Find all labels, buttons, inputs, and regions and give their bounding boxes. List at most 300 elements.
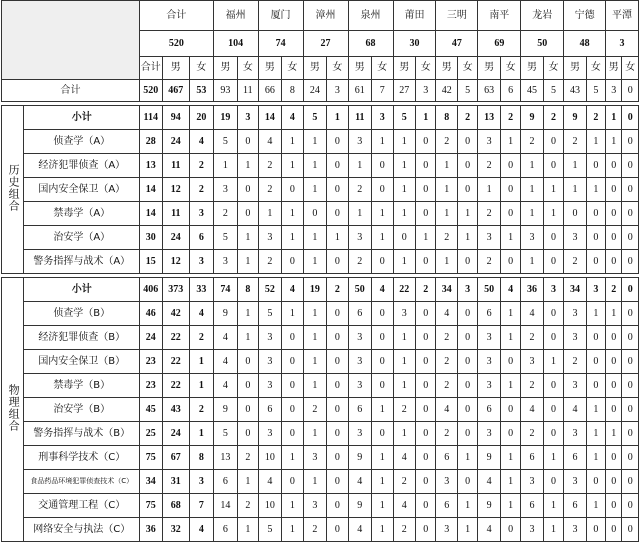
value-city-male: 4: [521, 302, 543, 326]
value-female: 3: [190, 470, 214, 494]
value-city-male: 1: [393, 350, 415, 374]
value-male: 22: [162, 350, 190, 374]
value-city-male: 6: [564, 494, 586, 518]
city-header: 福州: [213, 1, 258, 31]
value-male: 31: [162, 470, 190, 494]
value-city-female: 0: [238, 130, 258, 154]
value-city-female: 0: [622, 154, 639, 178]
value-city-male: 4: [478, 470, 500, 494]
value-city-male: 4: [521, 398, 543, 422]
table-row: [2, 422, 639, 446]
value-city-male: 1: [606, 106, 622, 130]
value-total: 75: [140, 494, 162, 518]
value-city-male: 27: [393, 80, 415, 102]
value-city-male: 2: [436, 130, 457, 154]
value-city-male: 61: [348, 80, 372, 102]
value-city-male: 43: [564, 80, 586, 102]
value-city-female: 0: [327, 518, 348, 542]
value-city-male: 6: [521, 446, 543, 470]
value-city-female: 0: [622, 518, 639, 542]
value-city-male: 3: [348, 130, 372, 154]
female-label: 女: [500, 57, 520, 80]
value-city-female: 0: [327, 202, 348, 226]
value-city-female: 0: [622, 202, 639, 226]
city-header: 南平: [478, 1, 521, 31]
value-city-female: 1: [500, 302, 520, 326]
value-city-male: 4: [478, 518, 500, 542]
value-city-male: 5: [213, 422, 238, 446]
table-row: [2, 350, 639, 374]
value-city-female: 11: [238, 80, 258, 102]
value-city-male: 74: [213, 278, 238, 302]
value-city-male: 3: [258, 422, 282, 446]
value-total: 13: [140, 154, 162, 178]
major-label: 食品药品环境犯罪侦查技术（C）: [24, 470, 140, 494]
male-label: 男: [393, 57, 415, 80]
value-city-female: 0: [457, 250, 477, 274]
value-city-female: 1: [238, 302, 258, 326]
value-city-male: 3: [478, 422, 500, 446]
header-corner: [2, 1, 140, 80]
value-city-male: 1: [393, 250, 415, 274]
value-city-female: 0: [457, 326, 477, 350]
table-row: [2, 494, 639, 518]
male-label: 男: [348, 57, 372, 80]
value-city-male: 1: [258, 202, 282, 226]
value-city-male: 3: [348, 226, 372, 250]
value-city-male: 0: [606, 326, 622, 350]
value-city-female: 0: [622, 470, 639, 494]
value-city-female: 0: [372, 422, 393, 446]
value-city-female: 0: [327, 494, 348, 518]
value-city-male: 1: [521, 154, 543, 178]
subtotal-label: 小计: [24, 278, 140, 302]
value-city-male: 34: [564, 278, 586, 302]
value-city-female: 0: [622, 302, 639, 326]
value-city-male: 9: [213, 302, 238, 326]
major-label: 交通管理工程（C）: [24, 494, 140, 518]
city-header: 漳州: [303, 1, 348, 31]
value-city-female: 0: [500, 154, 520, 178]
value-city-male: 3: [564, 422, 586, 446]
value-city-male: 3: [521, 470, 543, 494]
value-city-female: 1: [500, 374, 520, 398]
value-city-male: 50: [348, 278, 372, 302]
value-city-female: 0: [416, 154, 436, 178]
header-row-cities: [2, 1, 639, 31]
group-label: 物理组合: [7, 384, 21, 432]
value-city-male: 3: [564, 518, 586, 542]
value-city-male: 6: [478, 398, 500, 422]
female-label: 女: [238, 57, 258, 80]
value-city-male: 2: [258, 178, 282, 202]
value-city-male: 2: [258, 154, 282, 178]
city-header: 莆田: [393, 1, 436, 31]
value-male: 11: [162, 202, 190, 226]
value-city-male: 1: [436, 154, 457, 178]
value-total: 23: [140, 374, 162, 398]
value-city-male: 1: [436, 250, 457, 274]
value-city-male: 2: [393, 470, 415, 494]
value-city-male: 1: [436, 178, 457, 202]
value-city-female: 1: [282, 154, 303, 178]
value-city-male: 13: [213, 446, 238, 470]
value-city-female: 1: [543, 350, 563, 374]
value-city-female: 0: [457, 422, 477, 446]
value-city-male: 93: [213, 80, 238, 102]
value-city-female: 0: [543, 470, 563, 494]
value-city-female: 1: [372, 494, 393, 518]
value-city-female: 0: [543, 154, 563, 178]
value-city-male: 3: [436, 470, 457, 494]
female-label: 女: [543, 57, 563, 80]
value-city-female: 1: [500, 494, 520, 518]
female-label: 女: [282, 57, 303, 80]
value-city-male: 3: [348, 422, 372, 446]
value-city-female: 0: [327, 130, 348, 154]
value-city-female: 0: [543, 398, 563, 422]
male-label: 男: [258, 57, 282, 80]
value-male: 24: [162, 130, 190, 154]
value-city-male: 3: [606, 80, 622, 102]
value-city-male: 1: [606, 302, 622, 326]
value-city-male: 0: [606, 494, 622, 518]
value-city-male: 3: [258, 350, 282, 374]
value-city-male: 1: [393, 130, 415, 154]
value-city-female: 0: [372, 178, 393, 202]
value-city-female: 1: [372, 446, 393, 470]
value-city-female: 1: [586, 494, 605, 518]
value-city-female: 1: [586, 422, 605, 446]
major-label: 治安学（B）: [24, 398, 140, 422]
value-city-male: 3: [478, 130, 500, 154]
value-female: 2: [190, 326, 214, 350]
value-city-female: 0: [416, 374, 436, 398]
value-city-female: 0: [500, 422, 520, 446]
value-city-female: 1: [500, 326, 520, 350]
value-city-female: 0: [586, 350, 605, 374]
city-total: 74: [258, 31, 303, 57]
value-city-female: 1: [282, 494, 303, 518]
value-city-male: 1: [303, 226, 327, 250]
city-total: 69: [478, 31, 521, 57]
value-city-male: 6: [348, 398, 372, 422]
value-city-female: 0: [586, 202, 605, 226]
table-row: [2, 130, 639, 154]
sub-female-label: 女: [190, 57, 214, 80]
value-city-female: 4: [282, 106, 303, 130]
value-city-female: 0: [500, 178, 520, 202]
table-row: [2, 154, 639, 178]
value-city-female: 0: [622, 446, 639, 470]
table-row: [2, 470, 639, 494]
value-city-female: 0: [372, 250, 393, 274]
value-city-male: 0: [606, 154, 622, 178]
value-city-male: 5: [258, 518, 282, 542]
value-city-male: 11: [348, 106, 372, 130]
value-city-male: 6: [564, 446, 586, 470]
value-city-male: 0: [606, 398, 622, 422]
value-city-female: 0: [238, 422, 258, 446]
value-city-female: 1: [372, 470, 393, 494]
value-city-female: 1: [282, 302, 303, 326]
value-city-male: 9: [348, 446, 372, 470]
value-city-female: 1: [457, 202, 477, 226]
value-city-female: 1: [543, 518, 563, 542]
value-city-male: 0: [606, 350, 622, 374]
value-female: 3: [190, 250, 214, 274]
value-city-female: 1: [238, 154, 258, 178]
value-city-male: 1: [393, 374, 415, 398]
value-city-female: 0: [457, 374, 477, 398]
value-city-male: 1: [303, 374, 327, 398]
value-city-male: 0: [606, 518, 622, 542]
value-city-male: 0: [606, 250, 622, 274]
value-city-female: 0: [543, 326, 563, 350]
value-female: 20: [190, 106, 214, 130]
value-city-male: 45: [521, 80, 543, 102]
value-city-female: 2: [500, 106, 520, 130]
value-city-male: 4: [436, 398, 457, 422]
value-city-female: 1: [457, 446, 477, 470]
value-city-female: 0: [543, 422, 563, 446]
value-city-female: 0: [457, 154, 477, 178]
value-city-male: 8: [436, 106, 457, 130]
major-label: 治安学（A）: [24, 226, 140, 250]
value-city-male: 3: [348, 350, 372, 374]
value-city-male: 50: [478, 278, 500, 302]
value-city-female: 0: [327, 350, 348, 374]
city-header: 泉州: [348, 1, 393, 31]
value-female: 1: [190, 374, 214, 398]
value-city-male: 36: [521, 278, 543, 302]
value-city-female: 1: [543, 178, 563, 202]
value-city-female: 0: [238, 398, 258, 422]
value-city-male: 1: [393, 326, 415, 350]
value-total: 114: [140, 106, 162, 130]
value-city-male: 1: [393, 422, 415, 446]
value-city-female: 0: [500, 250, 520, 274]
value-city-male: 4: [213, 326, 238, 350]
value-city-male: 0: [303, 202, 327, 226]
value-city-female: 0: [282, 422, 303, 446]
major-label: 警务指挥与战术（B）: [24, 422, 140, 446]
value-male: 24: [162, 422, 190, 446]
value-city-male: 2: [478, 154, 500, 178]
value-city-male: 2: [393, 398, 415, 422]
value-city-female: 1: [586, 302, 605, 326]
male-label: 男: [303, 57, 327, 80]
city-header: 厦门: [258, 1, 303, 31]
value-city-female: 8: [282, 80, 303, 102]
value-city-female: 0: [500, 398, 520, 422]
value-city-female: 0: [238, 178, 258, 202]
value-city-female: 1: [500, 446, 520, 470]
value-city-male: 3: [213, 178, 238, 202]
value-city-male: 10: [258, 494, 282, 518]
value-female: 2: [190, 154, 214, 178]
value-city-female: 4: [282, 278, 303, 302]
city-header: 宁德: [564, 1, 606, 31]
value-city-female: 0: [327, 470, 348, 494]
value-city-female: 0: [500, 350, 520, 374]
value-city-female: 1: [238, 518, 258, 542]
value-city-female: 2: [586, 106, 605, 130]
female-label: 女: [586, 57, 605, 80]
value-city-female: 0: [500, 202, 520, 226]
value-city-male: 3: [478, 350, 500, 374]
value-city-female: 0: [622, 494, 639, 518]
value-total: 14: [140, 202, 162, 226]
value-city-female: 3: [372, 106, 393, 130]
value-city-female: 1: [500, 226, 520, 250]
value-city-female: 0: [622, 250, 639, 274]
value-city-female: 0: [282, 250, 303, 274]
value-city-male: 3: [436, 518, 457, 542]
value-city-male: 2: [303, 518, 327, 542]
value-city-male: 2: [348, 250, 372, 274]
value-city-male: 2: [478, 202, 500, 226]
value-city-male: 1: [564, 154, 586, 178]
value-city-male: 6: [213, 518, 238, 542]
enrollment-plan-table: [1, 0, 639, 542]
value-city-female: 0: [586, 250, 605, 274]
value-city-female: 0: [416, 518, 436, 542]
major-label: 禁毒学（A）: [24, 202, 140, 226]
value-city-male: 2: [436, 326, 457, 350]
value-city-female: 0: [372, 374, 393, 398]
value-city-female: 0: [327, 398, 348, 422]
value-city-male: 6: [213, 470, 238, 494]
value-city-female: 2: [327, 278, 348, 302]
value-city-male: 22: [393, 278, 415, 302]
header-total-value: 520: [140, 31, 214, 57]
value-city-male: 1: [303, 302, 327, 326]
value-city-female: 0: [282, 374, 303, 398]
value-total: 25: [140, 422, 162, 446]
value-city-male: 3: [258, 374, 282, 398]
value-city-female: 1: [416, 226, 436, 250]
value-city-male: 0: [606, 446, 622, 470]
value-female: 7: [190, 494, 214, 518]
value-city-female: 0: [622, 374, 639, 398]
city-header: 平潭: [606, 1, 639, 31]
value-city-male: 13: [478, 106, 500, 130]
value-male: 11: [162, 154, 190, 178]
table-row: [2, 106, 639, 130]
major-label: 国内安全保卫（B）: [24, 350, 140, 374]
value-city-female: 1: [327, 226, 348, 250]
value-city-female: 0: [282, 178, 303, 202]
value-city-male: 1: [213, 154, 238, 178]
city-header: 三明: [436, 1, 478, 31]
value-city-female: 1: [282, 226, 303, 250]
value-city-female: 8: [238, 278, 258, 302]
value-city-male: 42: [436, 80, 457, 102]
value-male: 94: [162, 106, 190, 130]
value-male: 68: [162, 494, 190, 518]
value-city-female: 1: [282, 446, 303, 470]
value-city-male: 1: [521, 178, 543, 202]
value-city-female: 4: [500, 278, 520, 302]
value-city-female: 0: [622, 130, 639, 154]
value-city-male: 5: [303, 106, 327, 130]
value-city-female: 1: [372, 130, 393, 154]
value-city-female: 0: [586, 226, 605, 250]
value-female: 53: [190, 80, 214, 102]
value-female: 8: [190, 446, 214, 470]
value-male: 67: [162, 446, 190, 470]
value-city-male: 0: [606, 374, 622, 398]
value-city-male: 1: [393, 154, 415, 178]
table-row: [2, 518, 639, 542]
value-city-male: 4: [393, 494, 415, 518]
value-city-male: 2: [564, 250, 586, 274]
value-city-female: 0: [282, 350, 303, 374]
value-city-male: 1: [348, 154, 372, 178]
city-total: 27: [303, 31, 348, 57]
value-city-male: 2: [348, 178, 372, 202]
value-city-male: 0: [606, 202, 622, 226]
value-city-female: 0: [543, 226, 563, 250]
value-city-male: 5: [258, 302, 282, 326]
male-label: 男: [478, 57, 500, 80]
value-city-female: 0: [457, 178, 477, 202]
value-city-female: 3: [327, 80, 348, 102]
value-city-female: 0: [622, 422, 639, 446]
value-city-female: 7: [372, 80, 393, 102]
subtotal-label: 小计: [24, 106, 140, 130]
city-total: 68: [348, 31, 393, 57]
value-city-female: 2: [457, 106, 477, 130]
value-male: 32: [162, 518, 190, 542]
value-female: 2: [190, 398, 214, 422]
value-city-male: 3: [258, 226, 282, 250]
female-label: 女: [457, 57, 477, 80]
value-city-female: 1: [372, 518, 393, 542]
value-city-female: 0: [586, 154, 605, 178]
value-city-male: 52: [258, 278, 282, 302]
value-city-male: 2: [606, 278, 622, 302]
value-city-female: 1: [282, 202, 303, 226]
value-city-female: 0: [327, 326, 348, 350]
table-row: [2, 398, 639, 422]
value-city-female: 0: [543, 302, 563, 326]
value-city-female: 0: [457, 302, 477, 326]
table-row: [2, 250, 639, 274]
value-city-female: 0: [416, 446, 436, 470]
value-total: 36: [140, 518, 162, 542]
header-total-label: 合计: [140, 1, 214, 31]
value-total: 30: [140, 226, 162, 250]
value-city-male: 2: [258, 250, 282, 274]
value-city-female: 3: [238, 106, 258, 130]
major-label: 网络安全与执法（C）: [24, 518, 140, 542]
value-city-male: 6: [348, 302, 372, 326]
value-city-male: 1: [564, 178, 586, 202]
value-city-female: 0: [500, 518, 520, 542]
value-city-male: 2: [521, 130, 543, 154]
value-female: 4: [190, 130, 214, 154]
major-label: 侦查学（B）: [24, 302, 140, 326]
city-total: 3: [606, 31, 639, 57]
value-city-male: 19: [213, 106, 238, 130]
value-city-male: 4: [348, 518, 372, 542]
group-label-cell: [2, 278, 24, 542]
value-city-female: 0: [457, 470, 477, 494]
value-city-female: 0: [327, 446, 348, 470]
major-label: 经济犯罪侦查（B）: [24, 326, 140, 350]
